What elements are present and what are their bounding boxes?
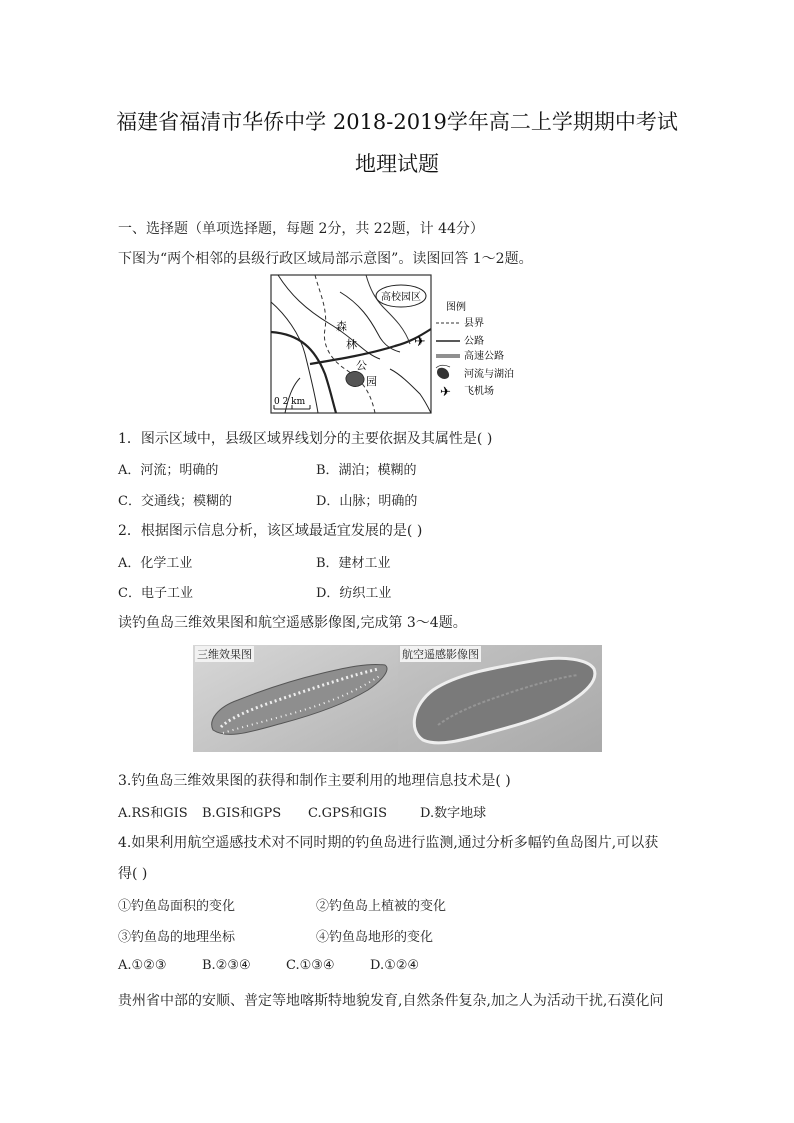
question-1-stem: 1．图示区域中，县级区域界线划分的主要依据及其属性是( ): [118, 431, 493, 447]
section-header: 一、选择题（单项选择题，每题 2分，共 22题，计 44分）: [118, 221, 484, 237]
question-2-option-b: B．建材工业: [316, 556, 391, 571]
question-4-option-d: D.①②④: [370, 958, 420, 973]
legend-highway: 高速公路: [464, 351, 504, 362]
island-aerial-label: 航空遥感影像图: [402, 648, 479, 661]
question-2-option-d: D．纺织工业: [316, 586, 392, 601]
document-subtitle: 地理试题: [355, 152, 439, 176]
question-1-option-d: D．山脉；明确的: [316, 494, 418, 509]
legend-county: 县界: [464, 318, 484, 329]
scale-label: 0 2 km: [274, 397, 306, 407]
question-3-option-d: D.数字地球: [420, 806, 487, 821]
legend-airport-icon: ✈: [440, 385, 451, 400]
airport-icon: ✈: [414, 334, 426, 350]
question-2-option-c: C．电子工业: [118, 586, 193, 601]
campus-label: 高校园区: [381, 292, 421, 303]
question-1-option-a: A．河流；明确的: [118, 463, 219, 478]
county-map: [270, 274, 530, 416]
island-3d-label: 三维效果图: [197, 648, 252, 661]
lake: [346, 371, 364, 386]
island-aerial-image: [398, 645, 602, 752]
intro-text-3: 贵州省中部的安顺、普定等地喀斯特地貌发育,自然条件复杂,加之人为活动干扰,石漠化问: [118, 993, 664, 1009]
question-3-option-b: B.GIS和GPS: [202, 806, 282, 821]
park-label-2: 园: [366, 375, 377, 388]
intro-text-2: 读钓鱼岛三维效果图和航空遥感影像图,完成第 3～4题。: [118, 615, 467, 631]
park-label-1: 公: [356, 359, 367, 372]
question-4-item-3: ③钓鱼岛的地理坐标: [118, 930, 236, 945]
legend-airport: 飞机场: [464, 386, 494, 397]
legend-road: 公路: [464, 336, 484, 347]
question-3-option-a: A.RS和GIS: [118, 806, 188, 821]
question-1-option-c: C．交通线；模糊的: [118, 494, 232, 509]
question-4-option-a: A.①②③: [118, 958, 167, 973]
question-4-stem-cont: 得( ): [118, 866, 148, 882]
question-3-stem: 3.钓鱼岛三维效果图的获得和制作主要利用的地理信息技术是( ): [118, 773, 511, 789]
question-4-option-b: B.②③④: [202, 958, 251, 973]
question-4-stem: 4.如果利用航空遥感技术对不同时期的钓鱼岛进行监测,通过分析多幅钓鱼岛图片,可以获: [118, 835, 659, 851]
question-3-option-c: C.GPS和GIS: [308, 806, 388, 821]
question-4-option-c: C.①③④: [286, 958, 335, 973]
question-2-stem: 2．根据图示信息分析，该区域最适宜发展的是( ): [118, 523, 423, 539]
island-3d-image: [193, 645, 398, 752]
intro-text-1: 下图为“两个相邻的县级行政区域局部示意图”。读图回答 1～2题。: [118, 251, 533, 267]
question-4-item-1: ①钓鱼岛面积的变化: [118, 899, 236, 914]
county-map-figure: [270, 274, 530, 416]
question-4-item-2: ②钓鱼岛上植被的变化: [316, 899, 447, 914]
legend-title: 图例: [446, 302, 466, 313]
question-1-option-b: B．湖泊；模糊的: [316, 463, 417, 478]
forest-label-2: 林: [346, 338, 357, 351]
forest-label-1: 森: [336, 320, 347, 333]
legend-lake-swatch: [437, 368, 449, 379]
document-title: 福建省福清市华侨中学 2018-2019学年高二上学期期中考试: [116, 110, 678, 134]
question-4-item-4: ④钓鱼岛地形的变化: [316, 930, 434, 945]
legend-river-lake: 河流与湖泊: [464, 369, 514, 380]
question-2-option-a: A．化学工业: [118, 556, 193, 571]
